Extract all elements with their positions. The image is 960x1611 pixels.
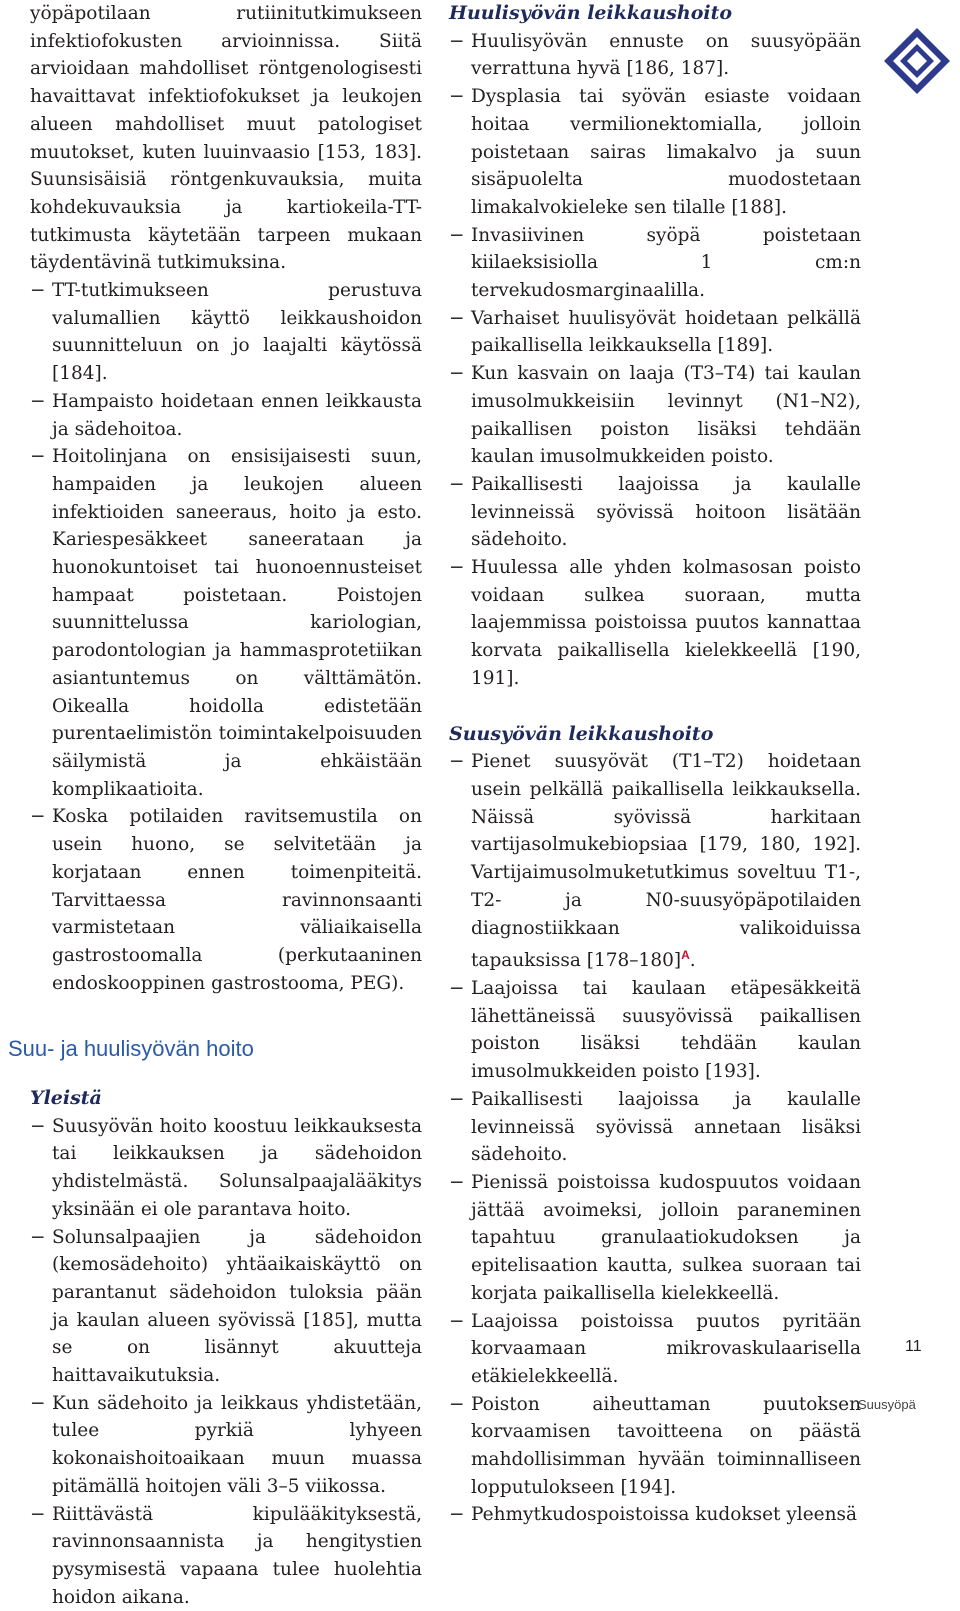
dash-marker: − — [449, 1393, 465, 1415]
list-item: − Suusyövän hoito koostuu leikkauksesta tai leikkauksen ja sädehoidon yhdistelmästä. Solunsalpaajalääkitys yksinään ei ole parantava hoito. — [30, 1113, 422, 1224]
list-item: − Laajoissa poistoissa puutos pyritään korvaamaan mikrovaskulaarisella etäkielekkeellä. — [449, 1308, 861, 1391]
list-item: − Pienet suusyövät (T1–T2) hoidetaan usein pelkällä paikallisella leikkauksella. Näissä syövissä harkitaan vartijasolmukebiopsiaa [179, 180, 192]. Vartijaimusolmuketutkimus soveltuu T1-, T2- ja N0-suusyöpäpotilaiden diagnostiikkaan valikoiduissa tapauksissa $[178-180]^A$. — [449, 748, 861, 975]
dash-marker: − — [449, 1171, 465, 1193]
list-item: − Hoitolinjana on ensisijaisesti suun, hampaiden ja leukojen alueen infektioiden saneeraus, hoito ja esto. Kariespesäkkeet saneerataan ja huonokuntoiset tai huonoennusteiset hampaat poistetaan. Poistojen suunnittelussa kariologian, parodontologian ja hammasprotetiikan asiantuntemus on välttämätön. Oikealla hoidolla edistetään purentaelimistön toimintakelpoisuuden säilymistä ja ehkäistään komplikaatioita. — [30, 443, 422, 803]
list-item: − TT-tutkimukseen perustuva valumallien käyttö leikkaushoidon suunnitteluun on jo laajalti käytössä [184]. — [30, 277, 422, 388]
dash-marker: − — [30, 1115, 46, 1137]
dash-marker: − — [449, 363, 465, 385]
list-item: − Huulessa alle yhden kolmasosan poisto voidaan sulkea suoraan, mutta laajemmissa poistoissa puutos kannattaa korvata paikallisella kielekkeellä [190, 191]. — [449, 554, 861, 693]
list-item: − Dysplasia tai syövän esiaste voidaan hoitaa vermilionektomialla, jolloin poistetaan sairas limakalvo ja suun sisäpuolelta muodostetaan limakalvokieleke sen tilalle [188]. — [449, 83, 861, 222]
list-item: − Laajoissa tai kaulaan etäpesäkkeitä lähettäneissä suusyövissä paikallisen poiston lisäksi tehdään kaulan imusolmukkeiden poisto [193]. — [449, 975, 861, 1086]
list-item: − Varhaiset huulisyövät hoidetaan pelkällä paikallisella leikkauksella [189]. — [449, 305, 861, 360]
list-item: − Paikallisesti laajoissa ja kaulalle levinneissä syövissä annetaan lisäksi sädehoito. — [449, 1086, 861, 1169]
list-item: − Hampaisto hoidetaan ennen leikkausta ja sädehoitoa. — [30, 388, 422, 443]
huulisyopa-heading: Huulisyövän leikkaushoito — [449, 2, 733, 24]
suusyopa-heading: Suusyövän leikkaushoito — [449, 722, 714, 745]
top-bullet-list — [30, 277, 422, 997]
dash-marker: − — [449, 307, 465, 329]
huuli-bullet-list — [449, 28, 861, 693]
dash-marker: − — [449, 30, 465, 52]
dash-marker: − — [449, 86, 465, 108]
dash-marker: − — [449, 978, 465, 1000]
intro-paragraph: yöpäpotilaan rutiinitutkimukseen infektiofokusten arvioinnissa. Siitä arvioidaan mahdolliset röntgenologisesti havaittavat infektiofokukset ja leukojen alueen mahdolliset muut patologiset muutokset, kuten luuinvaasio [153, 183]. Suunsisäisiä röntgenkuvauksia, muita kohdekuvauksia ja kartiokeila-TT-tutkimusta käytetään tarpeen mukaan täydentävinä tutkimuksina. — [30, 3, 422, 274]
dash-marker: − — [30, 280, 46, 302]
list-item: − Kun kasvain on laaja (T3–T4) tai kaulan imusolmukkeisiin levinnyt (N1–N2), paikallisen poiston lisäksi tehdään kaulan imusolmukkeiden poisto. — [449, 360, 861, 471]
dash-marker: − — [449, 224, 465, 246]
evidence-grade-badge: A — [681, 948, 690, 963]
list-item: − Koska potilaiden ravitsemustila on usein huono, se selvitetään ja korjataan ennen toimenpiteitä. Tarvittaessa ravinnonsaanti varmistetaan väliaikaisella gastrostoomalla (perkutaaninen endoskooppinen gastrostooma, PEG). — [30, 803, 422, 997]
list-item: − Huulisyövän ennuste on suusyöpään verrattuna hyvä [186, 187]. — [449, 28, 861, 83]
section-title: Suu- ja huulisyövän hoito — [8, 1036, 254, 1062]
dash-marker: − — [449, 557, 465, 579]
right-column — [449, 0, 861, 1529]
list-item: − Invasiivinen syöpä poistetaan kiilaeksisiolla 1 cm:n tervekudosmarginaalilla. — [449, 222, 861, 305]
dash-marker: − — [449, 1504, 465, 1526]
footer-title: Suusyöpä — [858, 1397, 916, 1412]
suu-bullet-list — [449, 748, 861, 1529]
dash-marker: − — [449, 473, 465, 495]
dash-marker: − — [449, 751, 465, 773]
yleista-heading: Yleistä — [30, 1087, 102, 1110]
list-item: − Solunsalpaajien ja sädehoidon (kemosädehoito) yhtäaikaiskäyttö on parantanut sädehoidon tuloksia pään ja kaulan alueen syövissä [185], mutta se on lisännyt akuutteja haittavaikutuksia. — [30, 1224, 422, 1390]
dash-marker: − — [30, 1503, 46, 1525]
list-item: − Paikallisesti laajoissa ja kaulalle levinneissä syövissä hoitoon lisätään sädehoito. — [449, 471, 861, 554]
list-item: − Poiston aiheuttaman puutoksen korvaamisen tavoitteena on päästä mahdollisimman hyvään toiminnalliseen lopputulokseen [194]. — [449, 1391, 861, 1502]
dash-marker: − — [30, 446, 46, 468]
dash-marker: − — [30, 390, 46, 412]
page-number: 11 — [905, 1338, 922, 1355]
list-item: − Kun sädehoito ja leikkaus yhdistetään, tulee pyrkiä lyhyeen kokonaishoitoaikaan muun muassa pitämällä hoitojen väli 3–5 viikossa. — [30, 1390, 422, 1501]
list-item: − Riittävästä kipulääkityksestä, ravinnonsaannista ja hengitystien pysymisestä vapaana tulee huolehtia hoidon aikana. — [30, 1501, 422, 1611]
dash-marker: − — [30, 806, 46, 828]
diamond-logo-icon — [882, 26, 952, 96]
list-item: − Pehmytkudospoistoissa kudokset yleensä — [449, 1501, 861, 1529]
left-column — [8, 0, 422, 1611]
dash-marker: − — [30, 1392, 46, 1414]
dash-marker: − — [449, 1310, 465, 1332]
dash-marker: − — [30, 1226, 46, 1248]
dash-marker: − — [449, 1088, 465, 1110]
list-item: − Pienissä poistoissa kudospuutos voidaan jättää avoimeksi, jolloin paraneminen tapahtuu granulaatiokudoksen ja epitelisaation kautta, sulkea suoraan tai korjata paikallisella kielekkeellä. — [449, 1169, 861, 1308]
yleista-bullet-list — [30, 1113, 422, 1611]
